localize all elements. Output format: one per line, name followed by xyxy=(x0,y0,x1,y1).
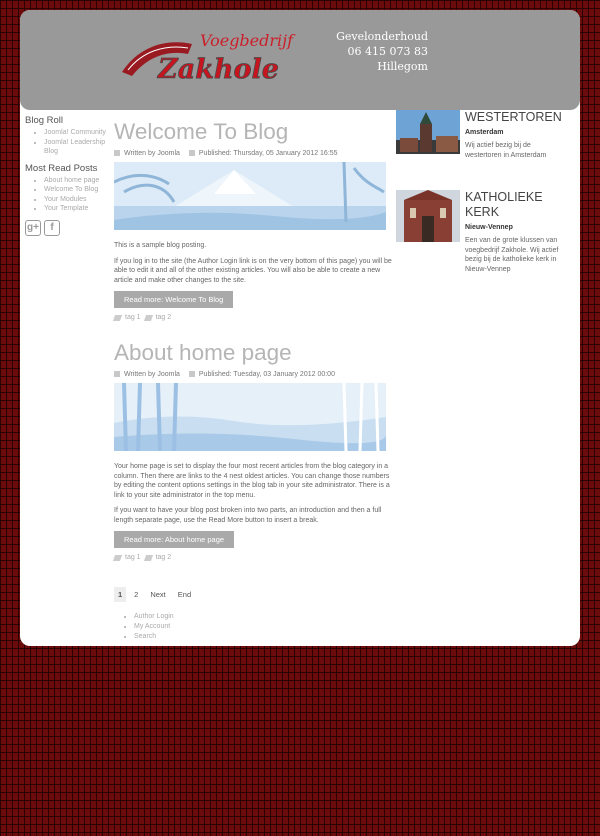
main-content xyxy=(114,118,396,642)
project-description: Een van de grote klussen van voegbedrijf Zakhole. Wij actief bezig bij de katholieke kerk in Nieuw-Vennep xyxy=(465,237,559,273)
katholieke-kerk-photo[interactable] xyxy=(396,190,460,242)
blog-roll-title: Blog Roll xyxy=(25,115,64,126)
user-icon xyxy=(114,371,120,377)
article-author: Written by Joomla xyxy=(124,370,180,378)
tag-icon xyxy=(113,315,122,321)
blog-roll-list xyxy=(25,128,110,157)
page-container xyxy=(20,10,580,646)
article-image-bamboo xyxy=(114,383,386,451)
read-more-button[interactable]: Read more: About home page xyxy=(114,531,234,548)
tag-link[interactable]: tag 2 xyxy=(155,554,172,561)
article-paragraph: If you want to have your blog post broken into two parts, an introduction and then a full length separate page, use the Read More button to insert a break. xyxy=(114,507,382,524)
article-meta xyxy=(114,369,396,379)
site-header xyxy=(20,10,580,110)
tag-link[interactable]: tag 2 xyxy=(155,314,172,321)
tag-icon xyxy=(143,315,152,321)
page-next[interactable]: Next xyxy=(150,590,166,599)
article-tags xyxy=(114,314,396,321)
footer-link-search[interactable]: • Search xyxy=(134,632,396,642)
most-read-link[interactable]: Your Modules xyxy=(44,195,87,203)
most-read-item[interactable] xyxy=(44,195,110,205)
logo-line1: Voegbedrijf xyxy=(200,31,294,50)
user-icon xyxy=(114,150,120,156)
contact-line-city: Hillegom xyxy=(377,60,428,73)
blog-roll-item[interactable] xyxy=(44,128,110,138)
project-location: Nieuw-Vennep xyxy=(465,224,513,231)
project-text xyxy=(465,190,565,274)
most-read-item[interactable] xyxy=(44,185,110,195)
most-read-link[interactable]: Your Template xyxy=(44,205,89,212)
article-image-mountain xyxy=(114,162,386,230)
most-read-item[interactable] xyxy=(44,204,110,214)
tag-icon xyxy=(143,555,152,561)
calendar-icon xyxy=(189,371,195,377)
most-read-link[interactable]: Welcome To Blog xyxy=(44,186,99,193)
article-title[interactable]: Welcome To Blog xyxy=(114,119,289,144)
page-link[interactable]: 2 xyxy=(134,590,139,599)
tag-link[interactable]: tag 1 xyxy=(125,314,141,321)
contact-line-service: Gevelonderhoud xyxy=(336,30,428,43)
calendar-icon xyxy=(189,150,195,156)
tag-icon xyxy=(113,555,122,561)
blog-roll-link[interactable]: Joomla! Community xyxy=(44,129,106,136)
article-paragraph: Your home page is set to display the four most recent articles from the blog category in a column. Then there are links to the 4 nest oldest articles. You can change those numbers by editing the content options settings in the blog tab in your site administrator. There is a link to your site administrator in the top menu. xyxy=(114,463,390,499)
project-description: Wij actief bezig bij de westertoren in Amsterdam xyxy=(465,142,547,159)
footer-link-author-login[interactable]: • Author Login xyxy=(134,612,396,622)
contact-block xyxy=(336,29,428,74)
left-sidebar xyxy=(25,115,110,236)
westertoren-photo[interactable] xyxy=(396,110,460,154)
project-location: Amsterdam xyxy=(465,129,504,136)
most-read-link[interactable]: About home page xyxy=(44,176,100,184)
blog-roll-link[interactable]: Joomla! Leadership Blog xyxy=(44,138,106,155)
most-read-list xyxy=(25,176,110,214)
facebook-icon[interactable]: f xyxy=(44,220,60,236)
project-text xyxy=(465,110,565,160)
right-sidebar xyxy=(396,110,580,273)
article xyxy=(114,339,396,561)
site-logo[interactable] xyxy=(118,26,308,84)
most-read-item[interactable] xyxy=(44,176,110,186)
page-current[interactable]: 1 xyxy=(114,587,126,602)
contact-line-phone: 06 415 073 83 xyxy=(347,45,428,58)
article-author: Written by Joomla xyxy=(124,149,180,157)
tag-link[interactable]: tag 1 xyxy=(125,554,141,561)
article-published: Published: Thursday, 05 January 2012 16:55 xyxy=(198,149,338,157)
article-meta xyxy=(114,148,396,158)
footer-links xyxy=(114,612,396,642)
article-tags xyxy=(114,554,396,561)
article-published: Published: Tuesday, 03 January 2012 00:00 xyxy=(198,370,335,378)
logo-line2: Zakhole xyxy=(158,54,279,84)
read-more-button[interactable]: Read more: Welcome To Blog xyxy=(114,291,233,308)
article-paragraph: This is a sample blog posting. xyxy=(114,242,207,249)
footer-link-my-account[interactable]: • My Account xyxy=(134,622,396,632)
article xyxy=(114,118,396,321)
social-links xyxy=(25,220,110,236)
project-card xyxy=(396,190,580,273)
page-end[interactable]: End xyxy=(177,590,192,599)
project-title[interactable]: WESTERTOREN xyxy=(465,110,562,124)
google-plus-icon[interactable]: g+ xyxy=(25,220,41,236)
most-read-title: Most Read Posts xyxy=(25,162,98,174)
article-paragraph: If you log in to the site (the Author Login link is on the very bottom of this page) you will be able to edit it and all of the other existing articles. You will also be able to create a new article and make other changes to the site. xyxy=(114,257,392,284)
pagination xyxy=(114,587,396,602)
article-title[interactable]: About home page xyxy=(114,340,292,365)
blog-roll-item[interactable] xyxy=(44,138,110,157)
project-title[interactable]: KATHOLIEKE KERK xyxy=(465,190,543,219)
project-card xyxy=(396,110,580,190)
